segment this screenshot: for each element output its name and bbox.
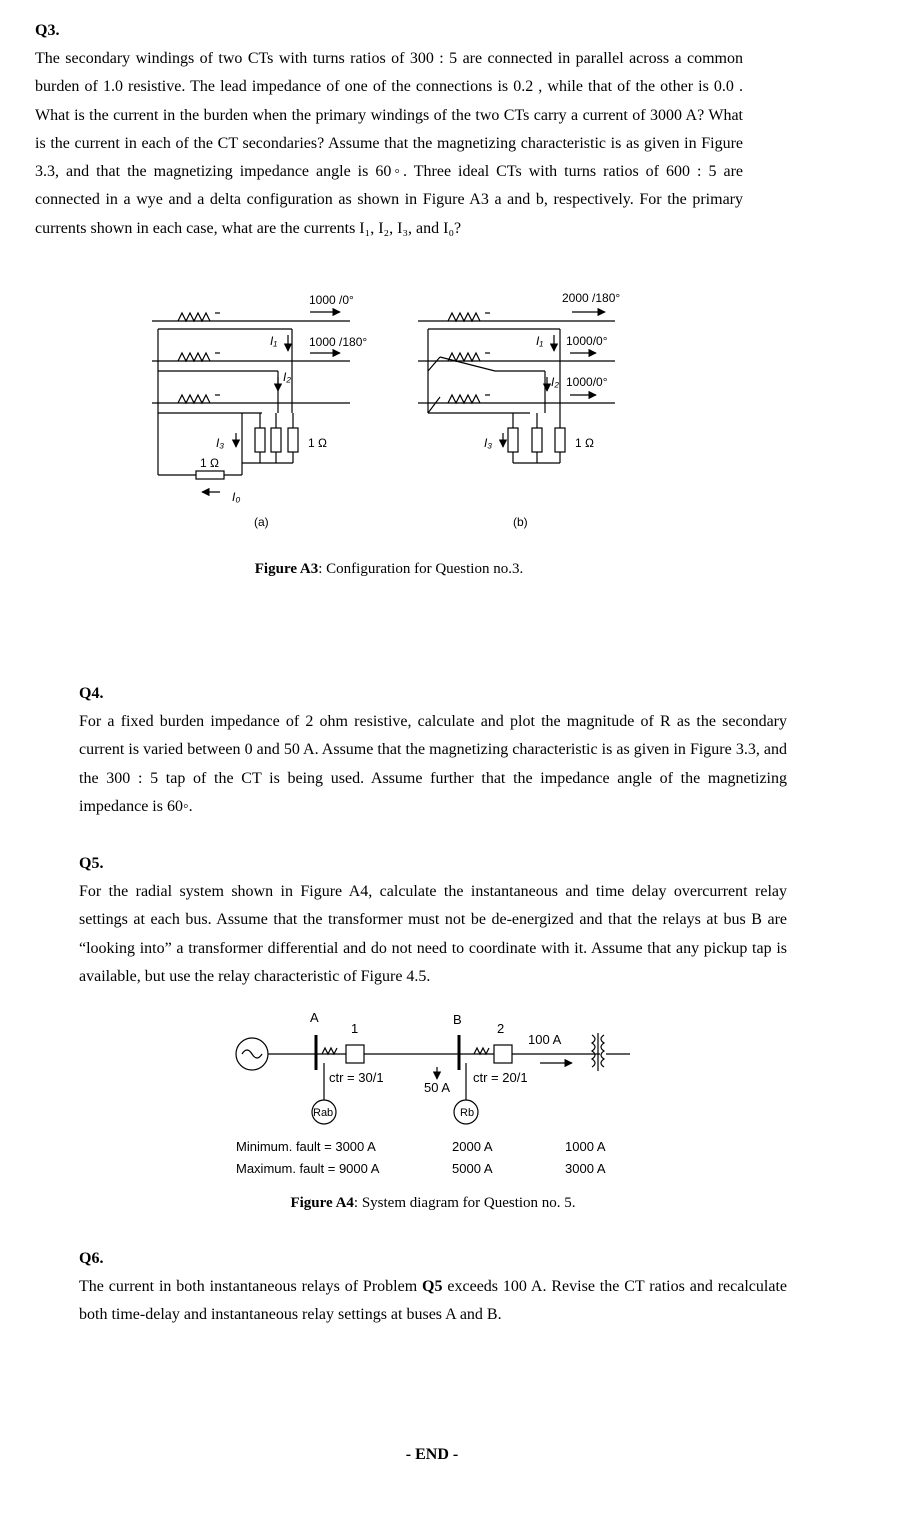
fig-a3a-sublabel: (a) bbox=[254, 515, 269, 529]
q5-text: For the radial system shown in Figure A4, calculate the instantaneous and time delay overcurrent relay settings at each bus. Assume that the transformer must not be de-energized and that the relays at bus B are “looking into” a transformer differential and do not need to coordinate with it. Assume that any pickup tap is available, but use the relay characteristic of Figure 4.5. bbox=[79, 883, 787, 985]
q6-text-end: exceeds 100 A. Revise the CT ratios and recalculate both time-delay and instantaneous relay settings at buses A and B. bbox=[79, 1278, 787, 1324]
transformer-icon bbox=[592, 1033, 604, 1071]
fig-a3a-i2: I₂ bbox=[283, 370, 291, 384]
ctr-2-label: ctr = 20/1 bbox=[473, 1070, 528, 1085]
relay-ab-label: Rab bbox=[313, 1107, 334, 1119]
min-fault-a: Minimum. fault = 3000 A bbox=[236, 1139, 376, 1154]
load-end-label: 100 A bbox=[528, 1032, 562, 1047]
q6-title: Q6. bbox=[79, 1250, 104, 1267]
figure-a4-caption bbox=[0, 1195, 866, 1212]
figure-a4-caption-label: Figure A4 bbox=[290, 1195, 354, 1211]
bus-a-label: A bbox=[310, 1010, 319, 1025]
breaker-1-label: 1 bbox=[351, 1021, 359, 1036]
q5-title: Q5. bbox=[79, 855, 104, 872]
q3-title: Q3. bbox=[35, 22, 60, 39]
fig-a3b-r-burden: 1 Ω bbox=[575, 436, 594, 450]
fig-a3a-i0: I₀ bbox=[232, 490, 241, 504]
figure-a3-diagram bbox=[0, 285, 904, 545]
bus-b-label: B bbox=[453, 1012, 462, 1027]
fig-a3b-i3: I₃ bbox=[484, 436, 493, 450]
figure-a3-caption-label: Figure A3 bbox=[254, 561, 319, 577]
min-fault-c: 1000 A bbox=[565, 1139, 606, 1154]
min-fault-b: 2000 A bbox=[452, 1139, 493, 1154]
fig-a3b-mid-current1: 1000/0° bbox=[566, 334, 608, 348]
fig-a3b-top-current: 2000 /180° bbox=[562, 291, 621, 305]
end-marker: - END - bbox=[405, 1446, 459, 1463]
max-fault-b: 5000 A bbox=[452, 1161, 493, 1176]
figure-a4-diagram bbox=[0, 1005, 904, 1185]
fig-a3b-sublabel: (b) bbox=[513, 515, 528, 529]
figure-a3-caption-text: : Configuration for Question no.3. bbox=[318, 561, 524, 577]
fig-a3b-i1: I₁ bbox=[536, 334, 544, 348]
q3-text: The secondary windings of two CTs with turns ratios of 300 : 5 are connected in parallel across a common burden of 1.0 resistive. The lead impedance of one of the connections is 0.2 , while that of the other is 0.0 . What is the current in the burden when the primary windings of the two CTs carry a current of 3000 A? What is the current in each of the CT secondaries? Assume that the magnetizing characteristic is as given in Figure 3.3, and that the magnetizing impedance angle is 60◦. Three ideal CTs with turns ratios of 600 : 5 are connected in a wye and a delta configuration as shown in Figure A3 a and b, respectively. For the primary currents shown in each case, what are the currents I₁, I₂, I₃, and I₀? bbox=[35, 50, 743, 237]
q6-text-start: The current in both instantaneous relays of Problem bbox=[79, 1278, 423, 1295]
fig-a3a-r-burden: 1 Ω bbox=[308, 436, 327, 450]
load-b-label: 50 A bbox=[424, 1080, 451, 1095]
fig-a3a-i1: I₁ bbox=[270, 334, 278, 348]
fig-a3a-r-neutral: 1 Ω bbox=[200, 456, 219, 470]
figure-a3-caption bbox=[0, 561, 778, 578]
q6-text bbox=[79, 1273, 787, 1330]
q4-title: Q4. bbox=[79, 685, 104, 702]
fig-a3a-mid-current: 1000 /180° bbox=[309, 335, 368, 349]
relay-b-label: Rb bbox=[460, 1107, 475, 1119]
q6-text-ref: Q5 bbox=[422, 1278, 443, 1295]
fig-a3b-mid-current2: 1000/0° bbox=[566, 375, 608, 389]
max-fault-a: Maximum. fault = 9000 A bbox=[236, 1161, 380, 1176]
ctr-1-label: ctr = 30/1 bbox=[329, 1070, 384, 1085]
breaker-1-icon bbox=[346, 1045, 364, 1063]
breaker-2-icon bbox=[494, 1045, 512, 1063]
fig-a3a-i3: I₃ bbox=[216, 436, 225, 450]
max-fault-c: 3000 A bbox=[565, 1161, 606, 1176]
q4-text: For a fixed burden impedance of 2 ohm resistive, calculate and plot the magnitude of R as the secondary current is varied between 0 and 50 A. Assume that the magnetizing characteristic is as given in Figure 3.3, and the 300 : 5 tap of the CT is being used. Assume further that the impedance angle of the magnetizing impedance is 60◦. bbox=[79, 713, 787, 815]
breaker-2-label: 2 bbox=[497, 1021, 505, 1036]
figure-a4-caption-text: : System diagram for Question no. 5. bbox=[353, 1195, 576, 1211]
fig-a3a-top-current: 1000 /0° bbox=[309, 293, 354, 307]
fig-a3b-i2: I₂ bbox=[551, 375, 559, 389]
